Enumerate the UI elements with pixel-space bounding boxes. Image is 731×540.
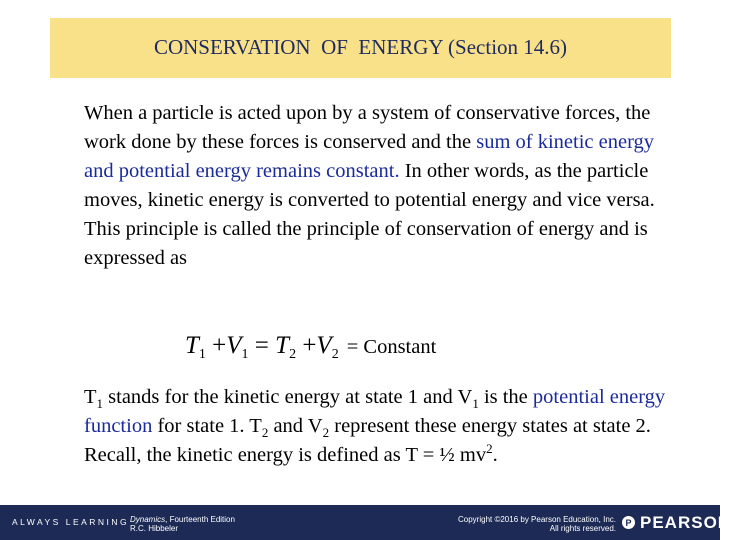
pearson-logo-icon <box>622 516 635 529</box>
intro-highlight: sum of kinetic energy and potential energy remains constant. <box>84 131 655 182</box>
def-highlight: potential energy function <box>84 386 666 437</box>
def-text-b: is the <box>478 386 533 408</box>
copyright-line-2: All rights reserved. <box>549 524 616 533</box>
def-text-f: . <box>492 444 498 466</box>
always-learning-label: ALWAYS LEARNING <box>12 517 130 527</box>
definition-paragraph <box>84 383 684 470</box>
eq-v2: V <box>316 332 332 359</box>
eq-v1: V <box>226 332 242 359</box>
eq-t1-sub: 1 <box>198 347 206 362</box>
intro-paragraph <box>84 99 664 273</box>
eq-t2-sub: 2 <box>289 347 297 362</box>
book-info <box>130 515 235 533</box>
footer-bar <box>0 505 731 540</box>
energy-equation <box>185 332 436 363</box>
slide-title: CONSERVATION OF ENERGY (Section 14.6) <box>153 34 568 59</box>
book-title: Dynamics <box>130 515 166 524</box>
def-text-c: for state 1. T <box>152 415 262 437</box>
intro-text-2: In other words, as the particle moves, kinetic energy is converted to potential energy and vice versa. This principle is called the principle of conservation of energy and is expressed as <box>84 160 655 269</box>
def-sub-1b: 1 <box>472 396 479 412</box>
eq-t1: T <box>185 332 199 359</box>
eq-v2-sub: 2 <box>331 347 339 362</box>
def-text-a: stands for the kinetic energy at state 1 and V <box>103 386 473 408</box>
def-t: T <box>84 386 97 408</box>
def-sub-2b: 2 <box>322 425 330 441</box>
intro-text-1: When a particle is acted upon by a system of conservative forces, the work done by these forces is conserved and the <box>84 102 651 153</box>
pearson-brand: PEARSON <box>640 513 731 532</box>
def-text-d: and V <box>268 415 323 437</box>
eq-t2: T <box>275 332 290 359</box>
book-author: R.C. Hibbeler <box>130 524 179 533</box>
eq-equals: = <box>254 332 269 359</box>
eq-plus-1: + <box>212 332 227 359</box>
copyright-notice <box>380 515 616 533</box>
book-edition: , Fourteenth Edition <box>165 515 235 524</box>
eq-plus-2: + <box>302 332 317 359</box>
svg-text:P: P <box>625 518 632 528</box>
def-sup-2: 2 <box>486 441 493 457</box>
slide-title-box <box>50 18 671 78</box>
def-sub-2a: 2 <box>261 425 269 441</box>
eq-v1-sub: 1 <box>241 347 249 362</box>
def-text-e: represent these energy states at state 2. Recall, the kinetic energy is defined as T = ½ mv <box>84 415 651 466</box>
def-sub-1a: 1 <box>96 396 104 412</box>
eq-constant: = Constant <box>346 336 437 358</box>
copyright-line-1: Copyright ©2016 by Pearson Education, Inc. <box>458 515 616 524</box>
